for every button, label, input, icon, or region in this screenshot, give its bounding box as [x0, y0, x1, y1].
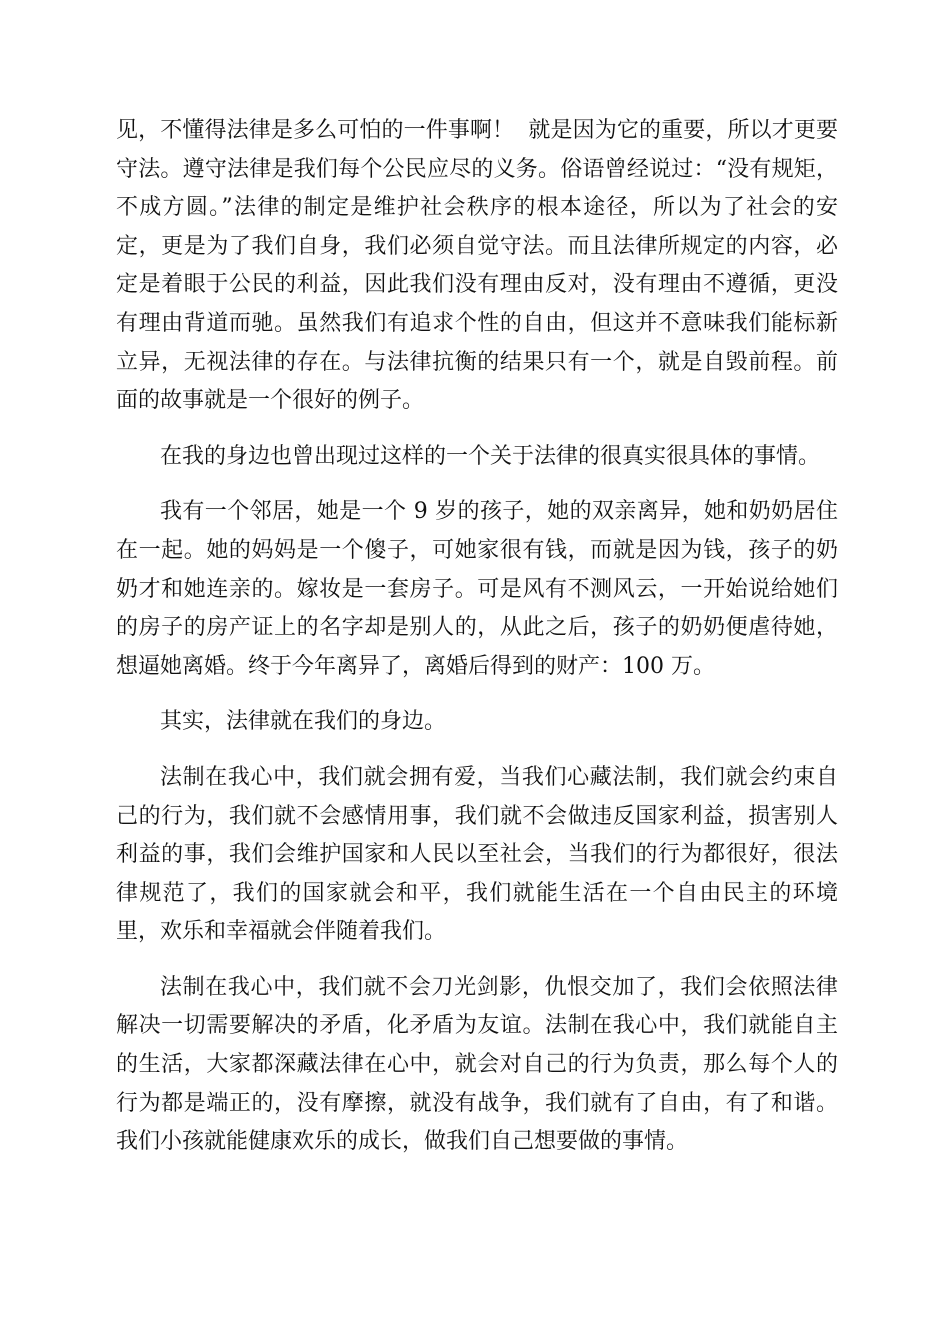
paragraph-law-in-heart-harmony: 法制在我心中，我们就不会刀光剑影，仇恨交加了，我们会依照法律解决一切需要解决的矛盾，化矛盾为友谊。法制在我心中，我们就能自主的生活，大家都深藏法律在心中，就会对自己的行为负责，那么每个人的行为都是端正的，没有摩擦，就没有战争，我们就有了自由，有了和谐。我们小孩就能健康欢乐的成长，做我们自己想要做的事情。 — [116, 974, 838, 1155]
paragraph-law-around-us: 其实，法律就在我们的身边。 — [160, 709, 447, 735]
paragraph-personal-example-intro: 在我的身边也曾出现过这样的一个关于法律的很真实很具体的事情。 — [160, 443, 821, 469]
paragraph-law-in-heart-love: 法制在我心中，我们就会拥有爱，当我们心藏法制，我们就会约束自己的行为，我们就不会感情用事，我们就不会做违反国家利益，损害别人利益的事，我们会维护国家和人民以至社会，当我们的行为都很好，很法律规范了，我们的国家就会和平，我们就能生活在一个自由民主的环境里，欢乐和幸福就会伴随着我们。 — [116, 764, 838, 945]
paragraph-neighbor-story: 我有一个邻居，她是一个 9 岁的孩子，她的双亲离异，她和奶奶居住在一起。她的妈妈是一个傻子，可她家很有钱，而就是因为钱，孩子的奶奶才和她连亲的。嫁妆是一套房子。可是风有不测风云，一开始说给她们的房子的房产证上的名字却是别人的，从此之后，孩子的奶奶便虐待她，想逼她离婚。终于今年离异了，离婚后得到的财产：100 万。 — [116, 499, 838, 679]
paragraph-continued-intro: 见，不懂得法律是多么可怕的一件事啊！ 就是因为它的重要，所以才更要守法。遵守法律是我们每个公民应尽的义务。俗语曾经说过：“没有规矩，不成方圆。”法律的制定是维护社会秩序的根本途径，所以为了社会的安定，更是为了我们自身，我们必须自觉守法。而且法律所规定的内容，必定是着眼于公民的利益，因此我们没有理由反对，没有理由不遵循，更没有理由背道而驰。虽然我们有追求个性的自由，但这并不意味我们能标新立异，无视法律的存在。与法律抗衡的结果只有一个，就是自毁前程。前面的故事就是一个很好的例子。 — [116, 118, 838, 414]
document-body — [116, 112, 838, 1162]
